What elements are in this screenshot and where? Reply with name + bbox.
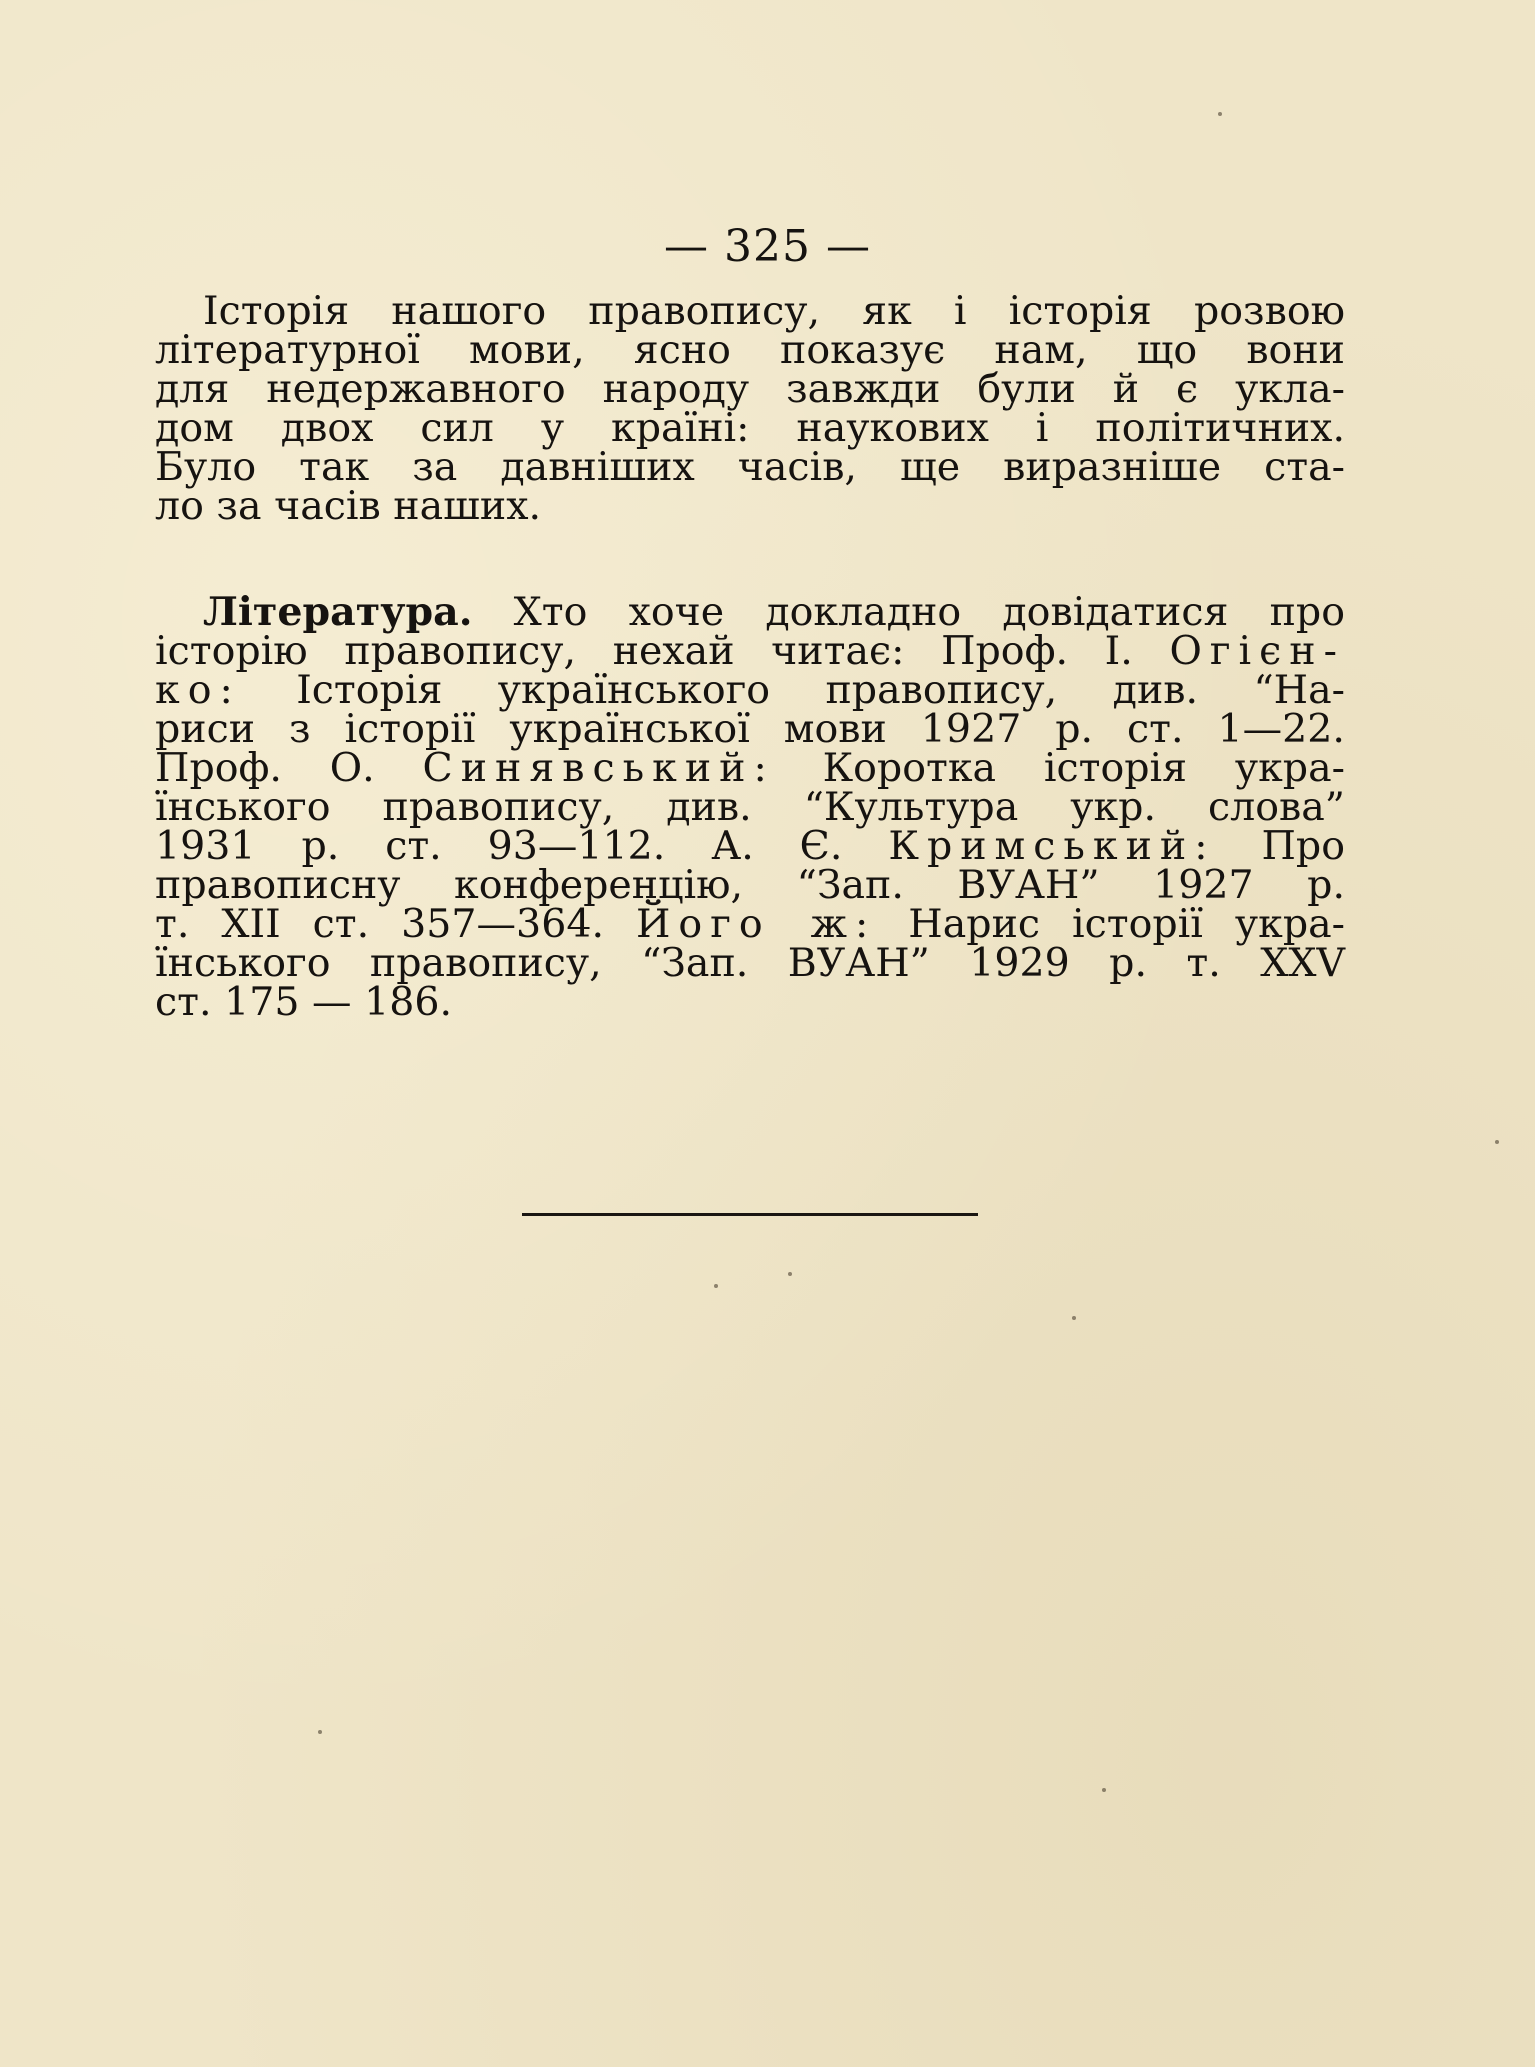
page-number: — 325 — (664, 221, 871, 272)
paragraph-line: правописну конференцію, “Зап. ВУАН” 1927 р. (155, 862, 1345, 908)
line-text: 1931 р. ст. 93—112. А. Є. (155, 823, 843, 869)
paper-speck (714, 1284, 718, 1288)
paragraph-line: Було так за давніших часів, ще виразніше ста- (155, 444, 1345, 490)
paper-speck (788, 1272, 792, 1276)
paragraph-line: для недержавного народу завжди були й є укла- (155, 366, 1345, 412)
line-text: т. XII ст. 357—364. (155, 901, 605, 947)
paper-speck (318, 1730, 322, 1734)
paragraph-line (155, 745, 1345, 791)
author-name: Кримський: (888, 823, 1216, 869)
paragraph-line: дом двох сил у країні: наукових і політичних. (155, 405, 1345, 451)
paragraph-line: риси з історії української мови 1927 р. ст. 1—22. (155, 706, 1345, 752)
paragraph-literature (155, 589, 1345, 1025)
author-name: Його ж: (635, 901, 877, 947)
author-name: Огієн- (1169, 628, 1345, 674)
paragraph-line: їнського правопису, див. “Культура укр. слова” (155, 784, 1345, 830)
literature-heading: Література. (203, 589, 473, 635)
paper-speck (1072, 1316, 1076, 1320)
paragraph-orthography-history (155, 288, 1345, 529)
paragraph-line: Історія нашого правопису, як і історія розвою (203, 288, 1345, 334)
paragraph-line: ст. 175 — 186. (155, 979, 453, 1025)
paragraph-line (155, 628, 1345, 674)
author-name: Синявський: (422, 745, 775, 791)
paragraph-line: літературної мови, ясно показує нам, що вони (155, 327, 1345, 373)
line-text: Проф. О. (155, 745, 375, 791)
line-text: історію правопису, нехай читає: Проф. І. (155, 628, 1133, 674)
line-text: Історія українського правопису, див. “На- (296, 667, 1345, 713)
paper-speck (1102, 1788, 1106, 1792)
paper-speck (1495, 1140, 1499, 1144)
line-text: Про (1261, 823, 1345, 869)
author-name: ко: (155, 667, 241, 713)
line-text: Хто хоче докладно довідатися про (513, 589, 1345, 635)
paragraph-line (155, 667, 1345, 713)
paragraph-line (155, 901, 1345, 947)
section-divider-rule (522, 1213, 978, 1216)
paragraph-line: їнського правопису, “Зап. ВУАН” 1929 р. т. XXV (155, 940, 1345, 986)
paper-speck (1218, 112, 1222, 116)
paragraph-line (155, 589, 1345, 635)
paragraph-line (155, 823, 1345, 869)
line-text: Нарис історії укра- (908, 901, 1345, 947)
paragraph-line: ло за часів наших. (155, 483, 542, 529)
line-text: Коротка історія укра- (822, 745, 1345, 791)
